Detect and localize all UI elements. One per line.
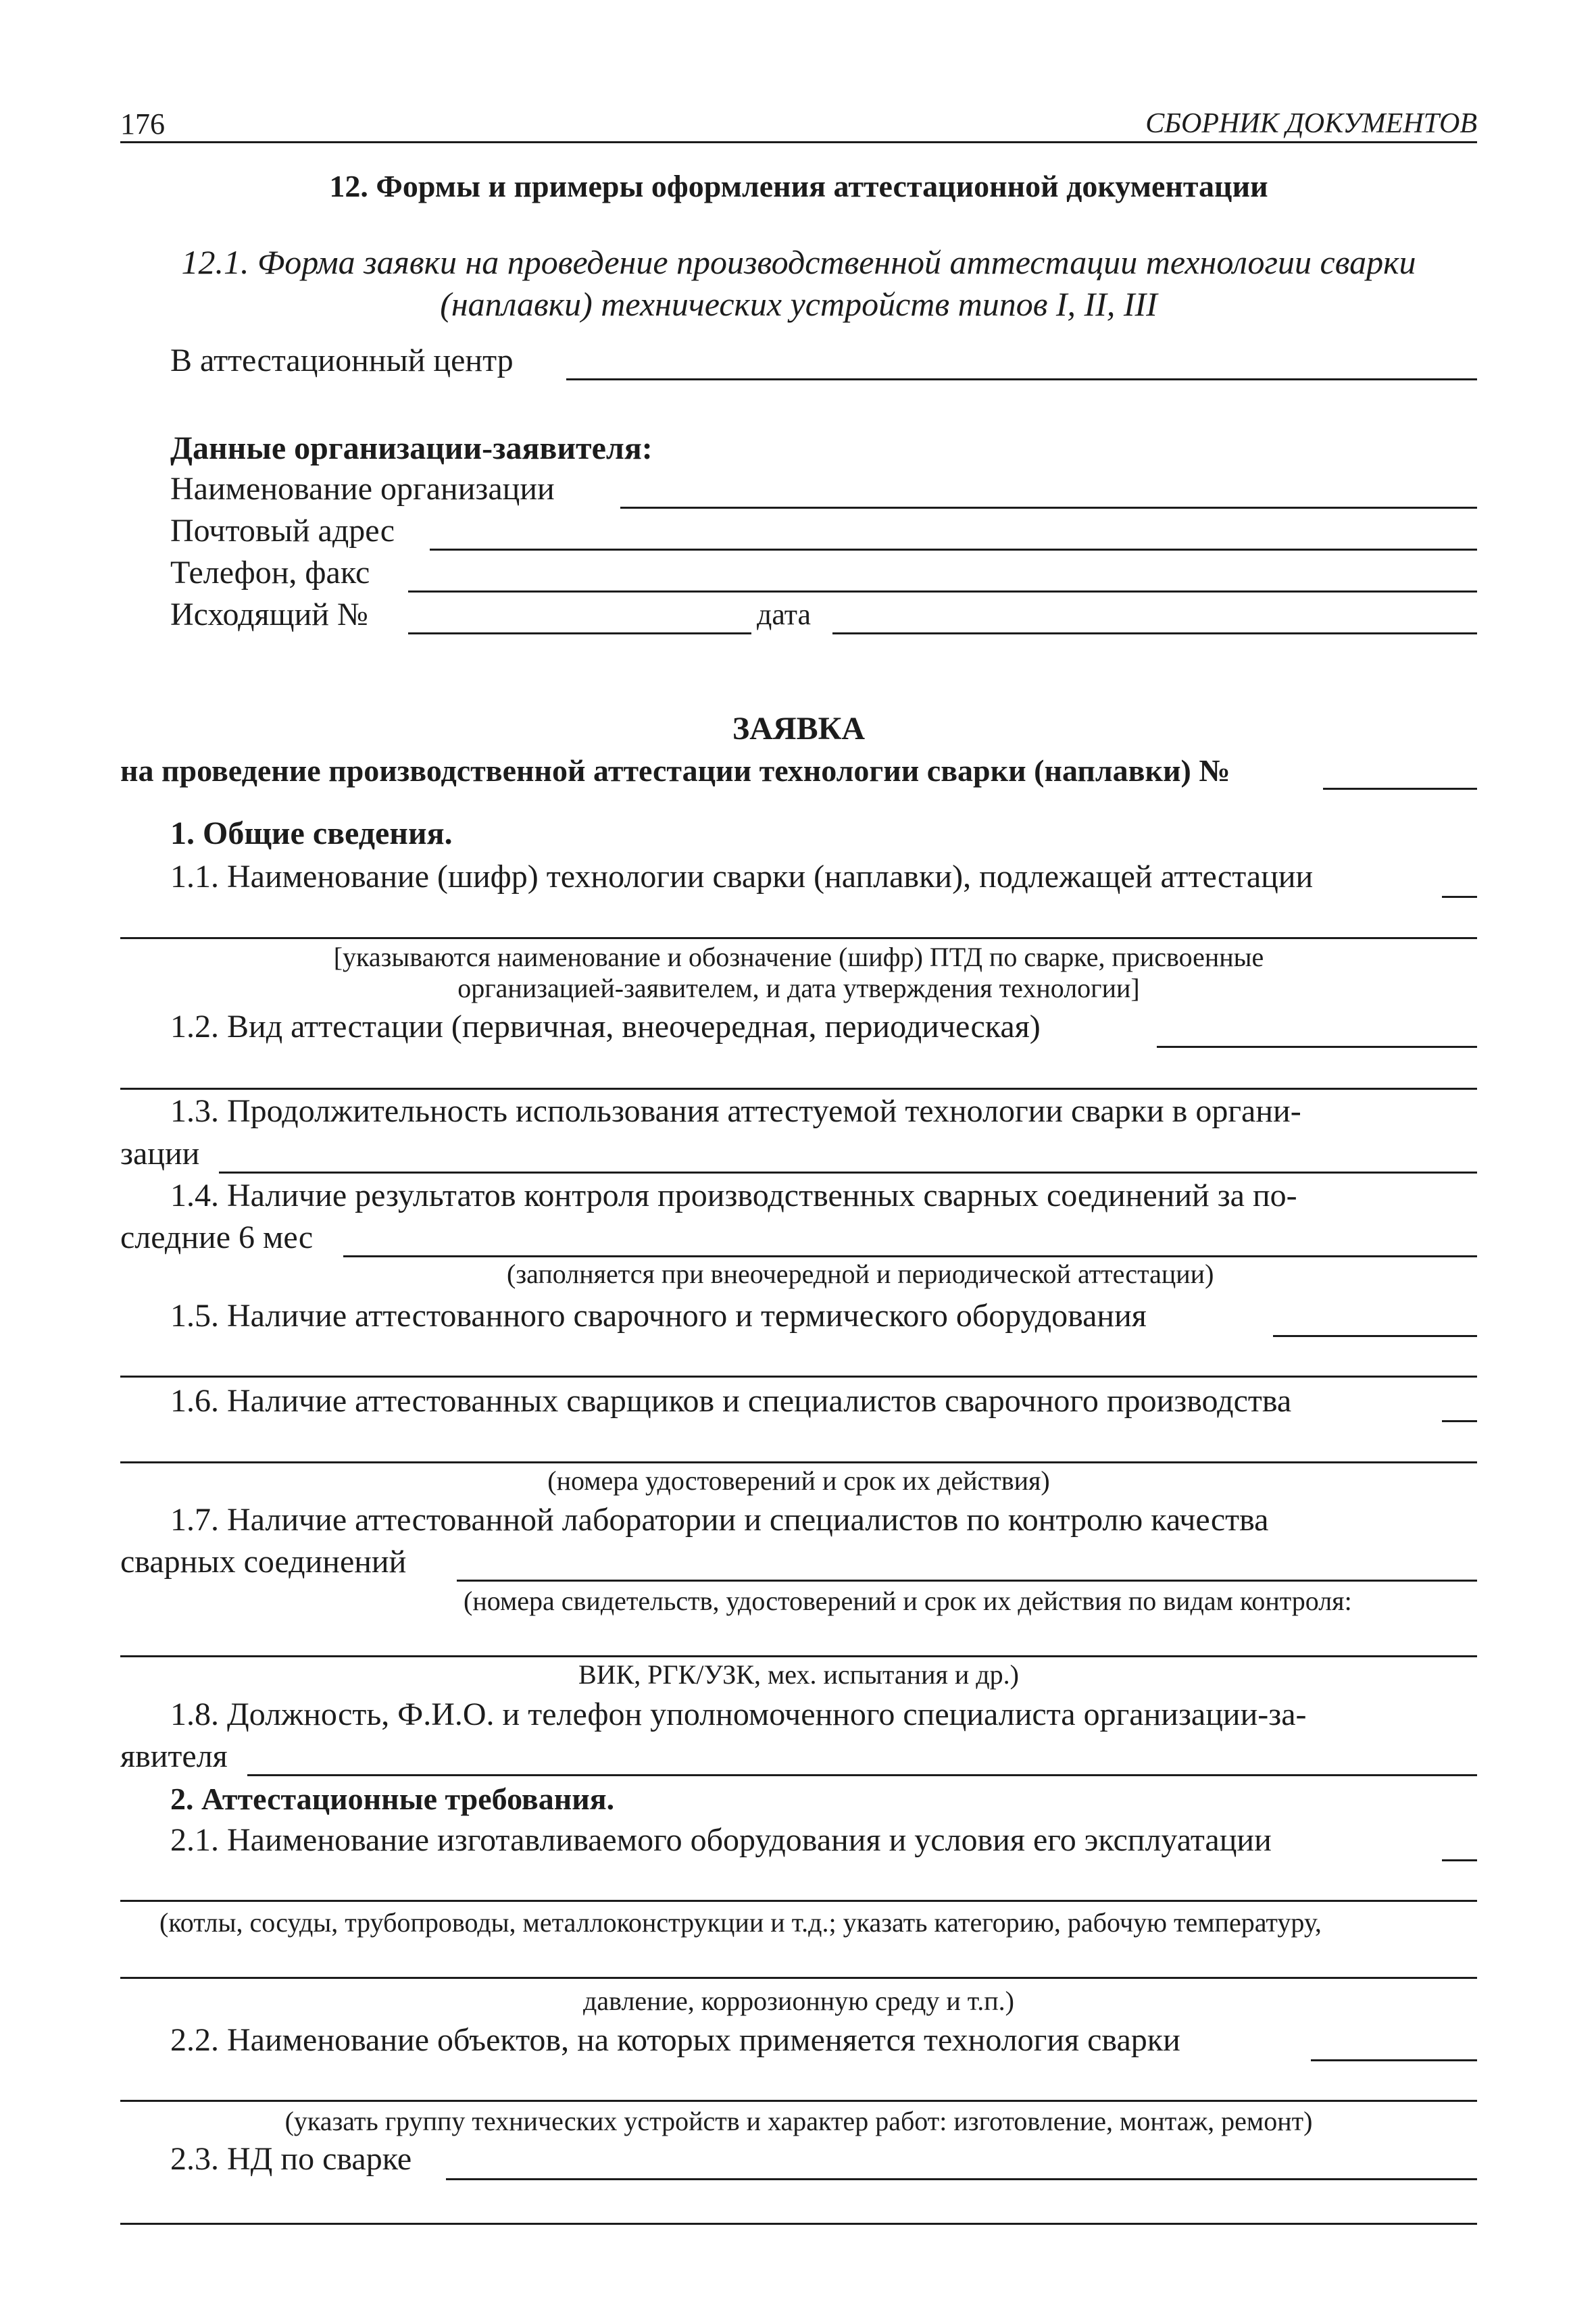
page-number: 176 (120, 107, 165, 141)
item-1-4-line1: 1.4. Наличие результатов контроля производственных сварных соединений за по- (170, 1178, 1297, 1213)
section-title: 12. Формы и примеры оформления аттестационной документации (329, 169, 1268, 203)
section-subtitle-line2: (наплавки) технических устройств типов I, II, III (440, 285, 1157, 323)
note-1-7-line1: (номера свидетельств, удостоверений и срок их действия по видам контроля: (464, 1586, 1352, 1616)
phone-fax-field[interactable] (408, 590, 1477, 593)
requirements-heading: 2. Аттестационные требования. (170, 1782, 615, 1816)
item-2-2-field-2[interactable] (120, 2100, 1477, 2102)
item-2-1-field-end[interactable] (1442, 1859, 1477, 1861)
note-1-6: (номера удостоверений и срок их действия) (547, 1465, 1050, 1496)
item-1-2-field-2[interactable] (120, 1088, 1477, 1090)
postal-address-label: Почтовый адрес (170, 513, 395, 549)
item-1-5-field-2[interactable] (120, 1376, 1477, 1378)
org-name-field[interactable] (620, 507, 1477, 509)
item-1-8-line1: 1.8. Должность, Ф.И.О. и телефон уполномоченного специалиста организации-за- (170, 1696, 1307, 1732)
recipient-label: В аттестационный центр (170, 343, 514, 378)
item-1-2-field[interactable] (1157, 1046, 1477, 1048)
item-2-1-field-2[interactable] (120, 1977, 1477, 1979)
phone-fax-label: Телефон, факс (170, 555, 370, 590)
item-2-3-field[interactable] (446, 2178, 1477, 2180)
item-2-2-field[interactable] (1311, 2059, 1477, 2061)
note-1-7-line2: ВИК, РГК/УЗК, мех. испытания и др.) (578, 1659, 1019, 1690)
item-1-7-field-2[interactable] (120, 1655, 1477, 1657)
date-field[interactable] (832, 632, 1477, 634)
postal-address-field[interactable] (430, 549, 1477, 551)
org-name-label: Наименование организации (170, 471, 555, 507)
item-1-4-line2: следние 6 мес (120, 1219, 314, 1255)
item-1-5-field[interactable] (1273, 1335, 1477, 1337)
header-rule (120, 141, 1477, 143)
application-number-field[interactable] (1323, 788, 1477, 790)
item-1-8-field[interactable] (247, 1774, 1477, 1776)
item-1-3-field[interactable] (219, 1172, 1477, 1174)
date-label: дата (757, 598, 812, 631)
item-1-7-line1: 1.7. Наличие аттестованной лаборатории и специалистов по контролю качества (170, 1502, 1269, 1538)
item-1-6-field-end[interactable] (1442, 1420, 1477, 1422)
outgoing-number-field[interactable] (408, 632, 751, 634)
note-1-1-line1: [указываются наименование и обозначение (шифр) ПТД по сварке, присвоенные (333, 942, 1264, 972)
item-2-2-text: 2.2. Наименование объектов, на которых применяется технология сварки (170, 2022, 1180, 2058)
item-2-3-field-2[interactable] (120, 2223, 1477, 2225)
note-2-1-line2: давление, коррозионную среду и т.п.) (583, 1986, 1014, 2016)
item-1-5-text: 1.5. Наличие аттестованного сварочного и термического оборудования (170, 1298, 1147, 1334)
application-subtitle: на проведение производственной аттестации технологии сварки (наплавки) № (120, 753, 1230, 788)
note-2-1-line1: (котлы, сосуды, трубопроводы, металлоконструкции и т.д.; указать категорию, рабочую температуру, (159, 1907, 1322, 1938)
item-1-1-field[interactable] (120, 937, 1477, 939)
item-1-1-field-end[interactable] (1442, 896, 1477, 898)
item-1-6-text: 1.6. Наличие аттестованных сварщиков и специалистов сварочного производства (170, 1383, 1292, 1419)
note-1-4: (заполняется при внеочередной и периодической аттестации) (507, 1259, 1214, 1289)
recipient-field[interactable] (566, 378, 1477, 380)
item-2-1-field[interactable] (120, 1900, 1477, 1902)
note-1-1-line2: организацией-заявителем, и дата утверждения технологии] (457, 973, 1140, 1003)
item-1-3-line1: 1.3. Продолжительность использования аттестуемой технологии сварки в органи- (170, 1093, 1301, 1129)
outgoing-number-label: Исходящий № (170, 597, 368, 632)
item-1-1-text: 1.1. Наименование (шифр) технологии сварки (наплавки), подлежащей аттестации (170, 859, 1314, 895)
application-title: ЗАЯВКА (732, 711, 866, 747)
item-1-2-text: 1.2. Вид аттестации (первичная, внеочередная, периодическая) (170, 1009, 1041, 1045)
item-1-6-field[interactable] (120, 1461, 1477, 1463)
item-1-7-field[interactable] (457, 1580, 1477, 1582)
item-1-8-line2: явителя (120, 1738, 228, 1774)
section-subtitle-line1: 12.1. Форма заявки на проведение производственной аттестации технологии сварки (181, 243, 1416, 281)
general-heading: 1. Общие сведения. (170, 815, 453, 851)
item-1-3-line2: зации (120, 1136, 200, 1172)
item-2-3-text: 2.3. НД по сварке (170, 2141, 412, 2177)
item-2-1-text: 2.1. Наименование изготавливаемого оборудования и условия его эксплуатации (170, 1822, 1272, 1858)
item-1-7-line2: сварных соединений (120, 1544, 407, 1580)
applicant-heading: Данные организации-заявителя: (170, 430, 653, 466)
item-1-4-field[interactable] (343, 1255, 1477, 1257)
note-2-2: (указать группу технических устройств и характер работ: изготовление, монтаж, ремонт) (284, 2106, 1313, 2136)
running-title: СБОРНИК ДОКУМЕНТОВ (1145, 108, 1477, 139)
